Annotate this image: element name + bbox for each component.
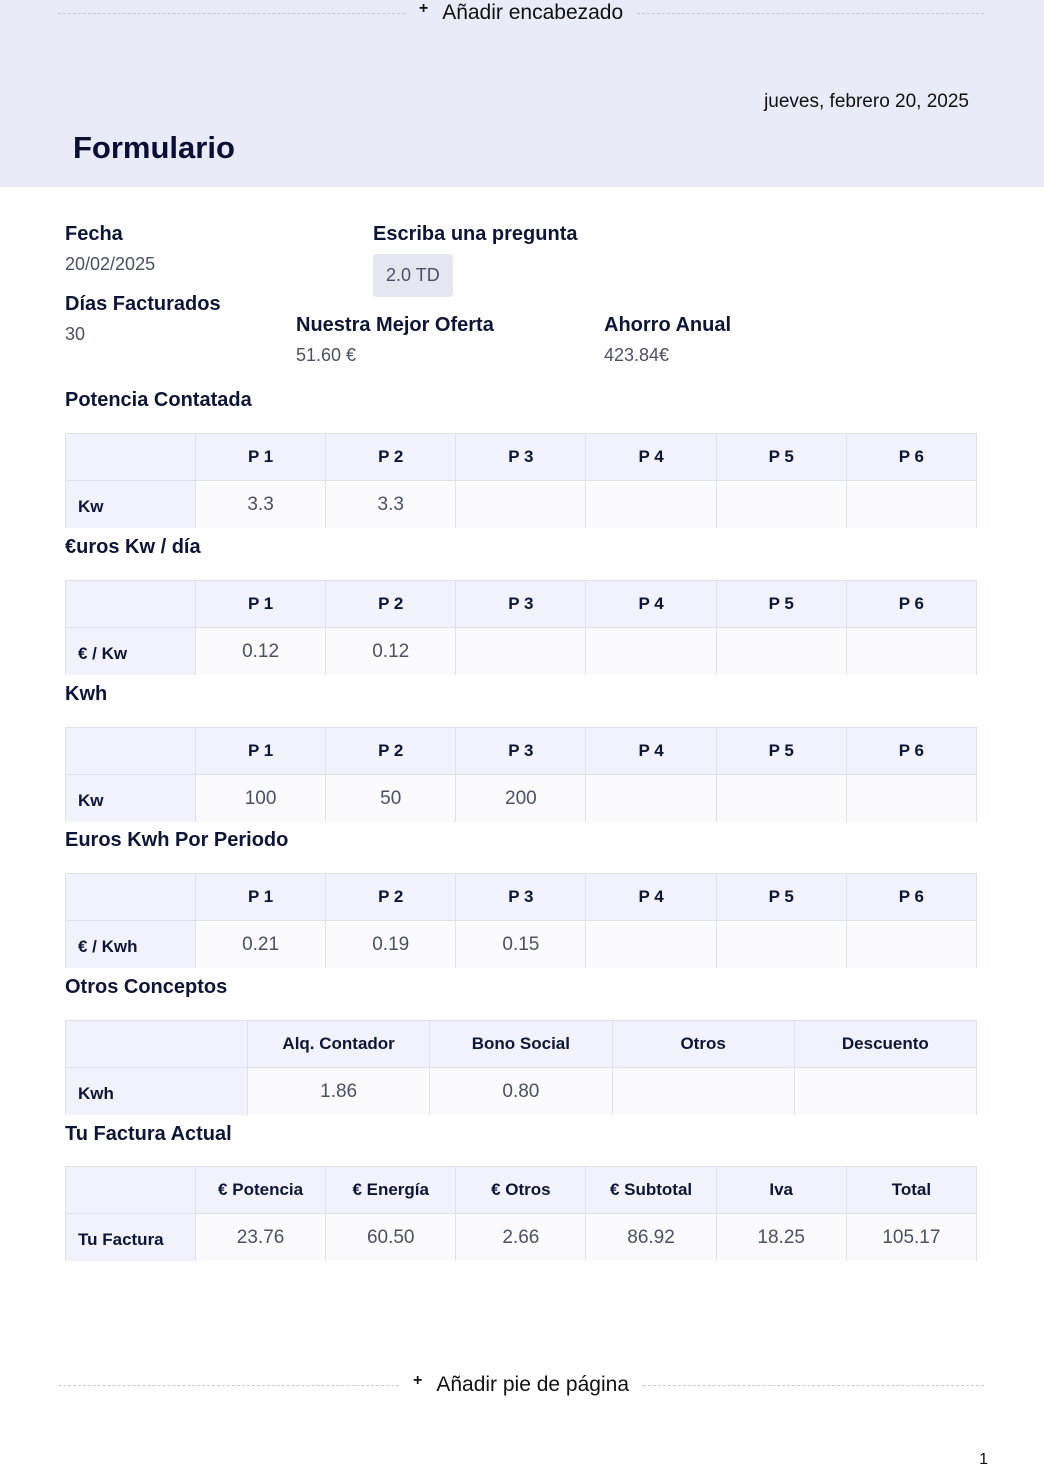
table-header-row: [66, 1021, 977, 1068]
column-header: P 3: [456, 434, 586, 481]
column-header: P 4: [586, 874, 716, 921]
table-cell[interactable]: 0.12: [326, 628, 456, 676]
table-cell[interactable]: [716, 628, 846, 676]
column-header: Total: [846, 1167, 976, 1214]
column-header: Otros: [612, 1021, 794, 1068]
row-label: Kw: [66, 481, 196, 529]
field-oferta-label: Nuestra Mejor Oferta: [296, 314, 494, 336]
row-label: Kwh: [66, 1068, 248, 1116]
table-cell[interactable]: [716, 775, 846, 823]
table-cell[interactable]: [846, 775, 976, 823]
column-header: P 3: [456, 874, 586, 921]
section-title-euros-kw: €uros Kw / día: [65, 536, 201, 558]
table-cell[interactable]: 60.50: [326, 1214, 456, 1262]
page-title: Formulario: [73, 130, 235, 165]
table-cell[interactable]: 0.21: [196, 921, 326, 969]
table-otros-conceptos: [65, 1020, 977, 1115]
table-cell[interactable]: 3.3: [196, 481, 326, 529]
column-header: € Potencia: [196, 1167, 326, 1214]
add-header-label: Añadir encabezado: [442, 1, 624, 24]
column-header: [66, 581, 196, 628]
column-header: P 1: [196, 874, 326, 921]
field-mejor-oferta: [296, 314, 494, 366]
table-row: [66, 1214, 977, 1262]
table-potencia: [65, 433, 977, 528]
table-cell[interactable]: 50: [326, 775, 456, 823]
footer-dashed-line-right: [643, 1385, 984, 1386]
column-header: P 6: [846, 874, 976, 921]
column-header: P 4: [586, 434, 716, 481]
column-header: Alq. Contador: [248, 1021, 430, 1068]
table-cell[interactable]: [586, 481, 716, 529]
footer-dashed-line-left: [58, 1385, 399, 1386]
table-cell[interactable]: [586, 628, 716, 676]
column-header: € Subtotal: [586, 1167, 716, 1214]
column-header: Descuento: [794, 1021, 976, 1068]
column-header: P 4: [586, 581, 716, 628]
table-header-row: [66, 874, 977, 921]
column-header: € Energía: [326, 1167, 456, 1214]
table-row: [66, 1068, 977, 1116]
table-cell[interactable]: 0.12: [196, 628, 326, 676]
header-date: jueves, febrero 20, 2025: [764, 91, 969, 112]
table-row: [66, 921, 977, 969]
table-cell[interactable]: [586, 775, 716, 823]
add-footer-label: Añadir pie de página: [436, 1373, 629, 1396]
table-cell[interactable]: [716, 481, 846, 529]
table-cell[interactable]: 18.25: [716, 1214, 846, 1262]
add-footer-button[interactable]: [399, 1373, 643, 1397]
field-fecha: [65, 223, 155, 275]
table-cell[interactable]: 105.17: [846, 1214, 976, 1262]
table-header-row: [66, 1167, 977, 1214]
table-cell[interactable]: 200: [456, 775, 586, 823]
column-header: [66, 874, 196, 921]
field-ahorro-label: Ahorro Anual: [604, 314, 732, 336]
column-header: P 5: [716, 874, 846, 921]
table-header-row: [66, 581, 977, 628]
table-cell[interactable]: 100: [196, 775, 326, 823]
column-header: [66, 434, 196, 481]
column-header: € Otros: [456, 1167, 586, 1214]
field-ahorro-value[interactable]: 423.84€: [604, 345, 670, 365]
column-header: Iva: [716, 1167, 846, 1214]
column-header: P 1: [196, 581, 326, 628]
plus-icon: +: [418, 0, 429, 17]
table-cell[interactable]: [612, 1068, 794, 1116]
table-tu-factura: [65, 1166, 977, 1261]
table-cell[interactable]: 0.19: [326, 921, 456, 969]
row-label: € / Kwh: [66, 921, 196, 969]
section-title-kwh: Kwh: [65, 683, 108, 705]
field-dias-value[interactable]: 30: [65, 324, 86, 344]
field-ahorro-anual: [604, 314, 731, 366]
column-header: P 5: [716, 434, 846, 481]
column-header: P 2: [326, 581, 456, 628]
table-cell[interactable]: [586, 921, 716, 969]
table-euros-kw: [65, 580, 977, 675]
column-header: P 2: [326, 434, 456, 481]
column-header: P 2: [326, 874, 456, 921]
table-row: [66, 775, 977, 823]
table-cell[interactable]: [716, 921, 846, 969]
table-euros-kwh: [65, 873, 977, 968]
section-title-factura: Tu Factura Actual: [65, 1123, 232, 1145]
section-title-potencia: Potencia Contatada: [65, 389, 252, 411]
table-cell[interactable]: [456, 628, 586, 676]
plus-icon: +: [413, 1372, 423, 1389]
section-title-euros-kwh: Euros Kwh Por Periodo: [65, 829, 289, 851]
table-cell[interactable]: 23.76: [196, 1214, 326, 1262]
column-header: P 5: [716, 581, 846, 628]
column-header: P 2: [326, 728, 456, 775]
table-header-row: [66, 434, 977, 481]
table-header-row: [66, 728, 977, 775]
field-dias-facturados: [65, 293, 221, 345]
column-header: P 1: [196, 434, 326, 481]
field-oferta-value[interactable]: 51.60 €: [296, 345, 357, 365]
row-label: Tu Factura: [66, 1214, 196, 1262]
table-cell[interactable]: [456, 481, 586, 529]
table-row: [66, 481, 977, 529]
add-header-button[interactable]: [405, 1, 637, 25]
column-header: P 1: [196, 728, 326, 775]
column-header: [66, 728, 196, 775]
row-label: Kw: [66, 775, 196, 823]
header-dashed-line-left: [58, 13, 405, 14]
table-cell[interactable]: 3.3: [326, 481, 456, 529]
table-cell[interactable]: 0.15: [456, 921, 586, 969]
table-cell[interactable]: 1.86: [248, 1068, 430, 1116]
add-header-bar: [58, 0, 984, 26]
column-header: [66, 1021, 248, 1068]
add-footer-bar: [58, 1372, 984, 1398]
table-kwh: [65, 727, 977, 822]
table-cell[interactable]: 0.80: [430, 1068, 612, 1116]
table-cell[interactable]: 2.66: [456, 1214, 586, 1262]
header-dashed-line-right: [637, 13, 984, 14]
section-title-otros: Otros Conceptos: [65, 976, 228, 998]
column-header: [66, 1167, 196, 1214]
field-pregunta: [373, 223, 578, 297]
column-header: Bono Social: [430, 1021, 612, 1068]
column-header: P 4: [586, 728, 716, 775]
column-header: P 6: [846, 728, 976, 775]
table-cell[interactable]: [846, 921, 976, 969]
column-header: P 5: [716, 728, 846, 775]
table-cell[interactable]: [846, 481, 976, 529]
table-cell[interactable]: [846, 628, 976, 676]
column-header: P 6: [846, 581, 976, 628]
field-fecha-label: Fecha: [65, 223, 123, 245]
table-cell[interactable]: 86.92: [586, 1214, 716, 1262]
column-header: P 3: [456, 581, 586, 628]
table-cell[interactable]: [794, 1068, 976, 1116]
table-row: [66, 628, 977, 676]
column-header: P 3: [456, 728, 586, 775]
page-number: 1: [979, 1451, 988, 1468]
field-pregunta-label: Escriba una pregunta: [373, 223, 578, 245]
column-header: P 6: [846, 434, 976, 481]
field-dias-label: Días Facturados: [65, 293, 221, 315]
field-fecha-value[interactable]: 20/02/2025: [65, 254, 156, 274]
tariff-option-chip[interactable]: 2.0 TD: [373, 254, 453, 297]
row-label: € / Kw: [66, 628, 196, 676]
